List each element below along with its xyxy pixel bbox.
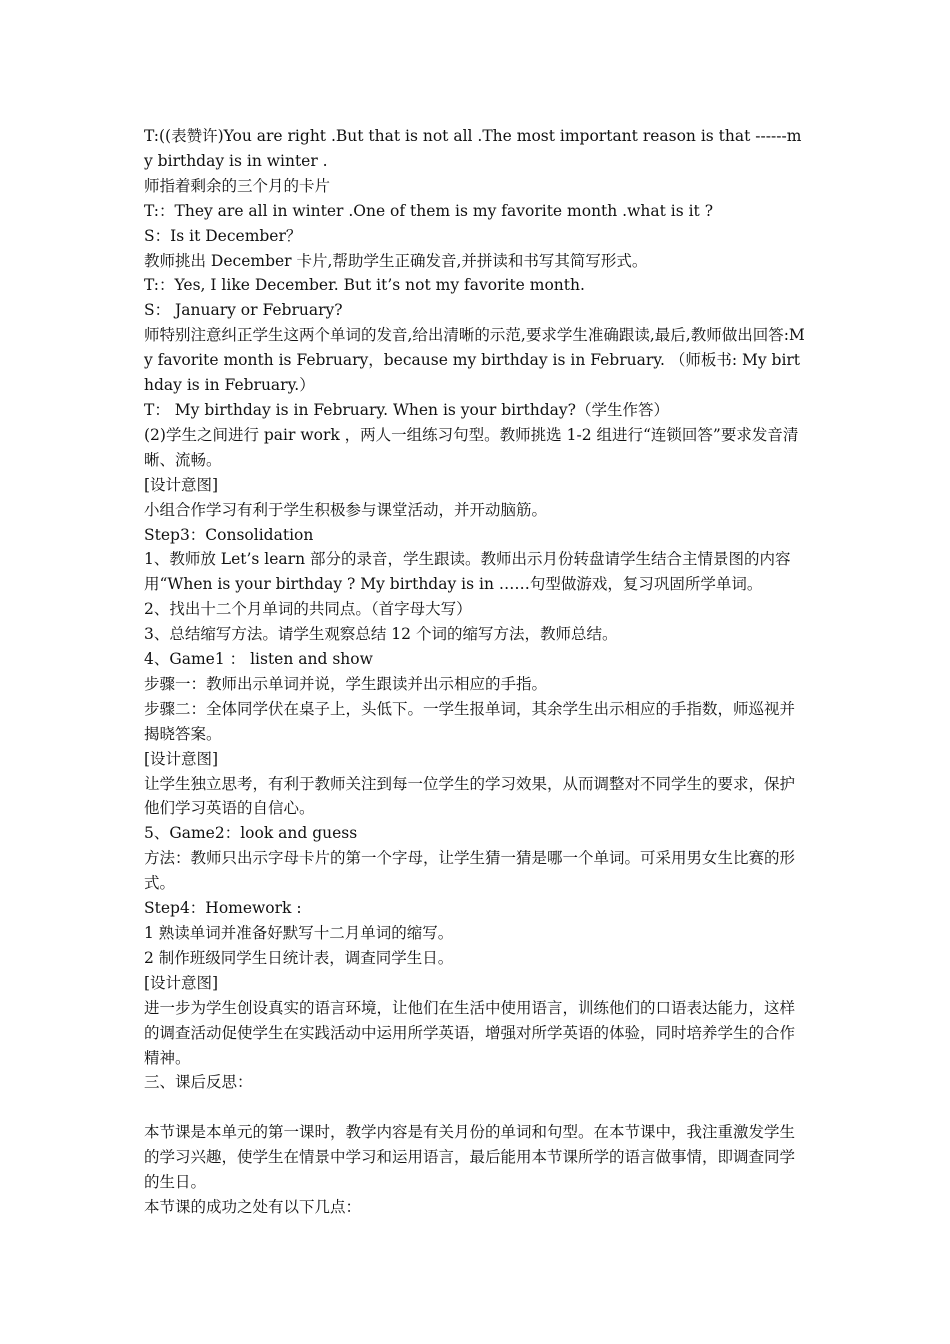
paragraph: 小组合作学习有利于学生积极参与课堂活动，并开动脑筋。 <box>144 500 548 519</box>
paragraph: 方法：教师只出示字母卡片的第一个字母，让学生猜一猜是哪一个单词。可采用男女生比赛的形式。 <box>144 849 796 893</box>
design-intent-heading: [设计意图] <box>144 749 219 768</box>
paragraph: 教师挑出 December 卡片,帮助学生正确发音,并拼读和书写其简写形式。 <box>144 251 648 270</box>
design-intent-heading: [设计意图] <box>144 973 219 992</box>
paragraph: 让学生独立思考，有利于教师关注到每一位学生的学习效果，从而调整对不同学生的要求，保护他们学习英语的自信心。 <box>144 774 796 818</box>
step-heading: Step3：Consolidation <box>144 525 314 544</box>
step-heading: Step4：Homework : <box>144 899 302 918</box>
document-body <box>144 124 810 1220</box>
paragraph: 本节课的成功之处有以下几点： <box>144 1197 362 1216</box>
paragraph: 步骤二：全体同学伏在桌子上，头低下。一学生报单词，其余学生出示相应的手指数，师巡视并揭晓答案。 <box>144 699 796 743</box>
paragraph: 4、Game1 ： listen and show <box>144 650 373 669</box>
paragraph: 2 制作班级同学生日统计表，调查同学生日。 <box>144 948 454 967</box>
section-heading: 三、课后反思： <box>144 1073 253 1092</box>
blank-line <box>144 1095 810 1120</box>
paragraph: T： My birthday is in February. When is your birthday?（学生作答） <box>144 400 669 419</box>
paragraph: 2、找出十二个月单词的共同点。（首字母大写） <box>144 600 472 619</box>
paragraph: 5、Game2：look and guess <box>144 824 358 843</box>
paragraph: 进一步为学生创设真实的语言环境，让他们在生活中使用语言，训练他们的口语表达能力，这样的调查活动促使学生在实践活动中运用所学英语，增强对所学英语的体验，同时培养学生的合作精神。 <box>144 998 796 1067</box>
paragraph: T:((表赞许)You are right .But that is not all .The most important reason is that ------my birthday is in winter . <box>144 127 802 170</box>
paragraph: 师特别注意纠正学生这两个单词的发音,给出清晰的示范,要求学生准确跟读,最后,教师做出回答:My favorite month is February，because my birthday is in February. （师板书: My birthday is in February.） <box>144 326 805 395</box>
paragraph: 本节课是本单元的第一课时，教学内容是有关月份的单词和句型。在本节课中，我注重激发学生的学习兴趣，使学生在情景中学习和运用语言，最后能用本节课所学的语言做事情，即调查同学的生日。 <box>144 1123 796 1192</box>
paragraph: T:：They are all in winter .One of them is my favorite month .what is it ? <box>144 201 714 220</box>
paragraph: 步骤一：教师出示单词并说，学生跟读并出示相应的手指。 <box>144 674 548 693</box>
paragraph: 师指着剩余的三个月的卡片 <box>144 176 331 195</box>
paragraph: T:：Yes, I like December. But it’s not my favorite month. <box>144 276 585 295</box>
paragraph: (2)学生之间进行 pair work ，两人一组练习句型。教师挑选 1-2 组进行“连锁回答”要求发音清晰、流畅。 <box>144 425 799 469</box>
paragraph: S：Is it December？ <box>144 226 302 245</box>
paragraph: 1 熟读单词并准备好默写十二月单词的缩写。 <box>144 924 454 942</box>
design-intent-heading: [设计意图] <box>144 475 219 494</box>
paragraph: 3、总结缩写方法。请学生观察总结 12 个词的缩写方法，教师总结。 <box>144 625 618 644</box>
paragraph: 1、教师放 Let’s learn 部分的录音，学生跟读。教师出示月份转盘请学生结合主情景图的内容用“When is your birthday ? My birthday is in ……句型做游戏，复习巩固所学单词。 <box>144 550 791 594</box>
paragraph: S： January or February? <box>144 301 343 320</box>
